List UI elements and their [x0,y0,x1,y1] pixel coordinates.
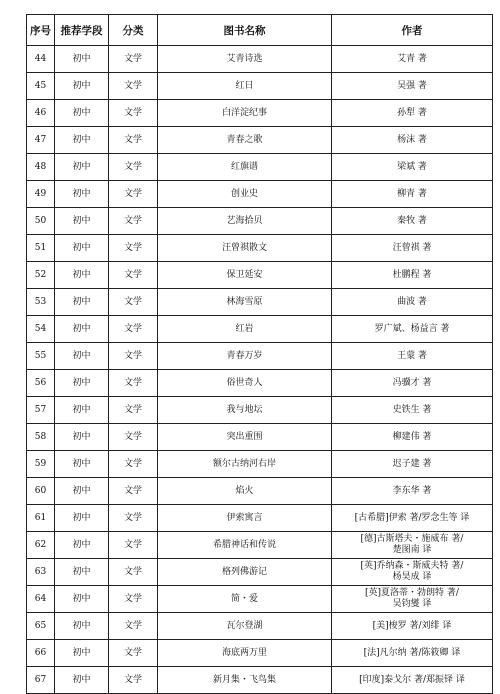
row-category: 文学 [109,667,158,694]
table-row [27,559,493,586]
row-category: 文学 [109,316,158,343]
row-stage: 初中 [55,613,109,640]
row-stage: 初中 [55,397,109,424]
row-title: 林海雪原 [158,289,332,316]
row-stage: 初中 [55,424,109,451]
row-title: 俗世奇人 [158,370,332,397]
table-row [27,370,493,397]
row-category: 文学 [109,532,158,559]
row-stage: 初中 [55,235,109,262]
row-stage: 初中 [55,208,109,235]
table-row [27,532,493,559]
author-line: 秦牧 著 [397,215,427,226]
row-author [332,397,493,424]
table-row [27,505,493,532]
author-line: 杨沫 著 [397,134,427,145]
author-line: 冯骥才 著 [392,377,432,388]
author-line: 柳青 著 [397,188,427,199]
author-line: [法]凡尔纳 著/陈筱卿 译 [363,647,461,658]
row-stage: 初中 [55,100,109,127]
row-title: 红旗谱 [158,154,332,181]
row-number: 44 [27,46,55,73]
row-number: 64 [27,586,55,613]
row-title: 创业史 [158,181,332,208]
row-number: 50 [27,208,55,235]
row-stage: 初中 [55,46,109,73]
row-title: 艾青诗选 [158,46,332,73]
author-line: [古希腊]伊索 著/罗念生等 译 [354,512,470,523]
row-number: 49 [27,181,55,208]
row-number: 66 [27,640,55,667]
row-number: 67 [27,667,55,694]
row-author [332,370,493,397]
row-title: 汪曾祺散文 [158,235,332,262]
author-line: 楚图南 译 [392,545,432,555]
author-line: 罗广斌、杨益言 著 [374,323,450,334]
header-stage: 推荐学段 [55,15,109,46]
table-row [27,397,493,424]
author-line: [印度]泰戈尔 著/郑振铎 译 [359,674,465,685]
row-author [332,478,493,505]
row-title: 白洋淀纪事 [158,100,332,127]
row-author [332,154,493,181]
row-author [332,262,493,289]
row-title: 伊索寓言 [158,505,332,532]
row-stage: 初中 [55,343,109,370]
row-stage: 初中 [55,262,109,289]
row-author [332,505,493,532]
table-row [27,208,493,235]
row-stage: 初中 [55,559,109,586]
table-row [27,640,493,667]
row-author [332,235,493,262]
row-title: 突出重围 [158,424,332,451]
header-row [27,15,493,46]
row-category: 文学 [109,154,158,181]
author-line: 杜鹏程 著 [392,269,432,280]
row-category: 文学 [109,505,158,532]
row-stage: 初中 [55,451,109,478]
author-line: 曲波 著 [397,296,427,307]
book-list-table [26,14,493,694]
row-category: 文学 [109,640,158,667]
row-stage: 初中 [55,532,109,559]
row-number: 63 [27,559,55,586]
author-line: 迟子建 著 [392,458,432,469]
row-number: 54 [27,316,55,343]
row-category: 文学 [109,127,158,154]
row-title: 希腊神话和传说 [158,532,332,559]
header-author: 作者 [332,15,493,46]
author-line: [英]乔纳森・斯威夫特 著/ [360,561,464,571]
row-category: 文学 [109,235,158,262]
author-line: 柳建伟 著 [392,431,432,442]
row-category: 文学 [109,424,158,451]
row-stage: 初中 [55,181,109,208]
table-body [27,46,493,694]
row-number: 60 [27,478,55,505]
row-number: 51 [27,235,55,262]
row-author [332,640,493,667]
row-category: 文学 [109,343,158,370]
table-row [27,181,493,208]
author-line: 史铁生 著 [392,404,432,415]
row-stage: 初中 [55,586,109,613]
row-category: 文学 [109,451,158,478]
row-stage: 初中 [55,154,109,181]
row-title: 焰火 [158,478,332,505]
row-number: 55 [27,343,55,370]
row-title: 红岩 [158,316,332,343]
table-row [27,73,493,100]
row-stage: 初中 [55,667,109,694]
row-category: 文学 [109,397,158,424]
row-title: 我与地坛 [158,397,332,424]
author-line: [德]古斯塔夫・施威布 著/ [360,534,464,544]
row-stage: 初中 [55,127,109,154]
row-stage: 初中 [55,478,109,505]
row-title: 简・爱 [158,586,332,613]
row-number: 61 [27,505,55,532]
table-row [27,613,493,640]
author-line: 李东华 著 [392,485,432,496]
row-title: 格列佛游记 [158,559,332,586]
row-number: 46 [27,100,55,127]
author-line: 艾青 著 [397,53,427,64]
row-title: 海底两万里 [158,640,332,667]
row-category: 文学 [109,100,158,127]
row-title: 保卫延安 [158,262,332,289]
row-author [332,451,493,478]
row-title: 新月集・飞鸟集 [158,667,332,694]
author-line: 梁斌 著 [397,161,427,172]
author-line: [英]夏洛蒂・勃朗特 著/ [365,588,459,598]
row-author [332,73,493,100]
table-row [27,289,493,316]
row-number: 53 [27,289,55,316]
row-category: 文学 [109,586,158,613]
row-author [332,532,493,559]
table-row [27,100,493,127]
row-author [332,46,493,73]
author-line: [美]梭罗 著/刘绯 译 [372,620,452,631]
row-title: 额尔古纳河右岸 [158,451,332,478]
table-row [27,343,493,370]
row-number: 52 [27,262,55,289]
author-line: 汪曾祺 著 [392,242,432,253]
row-number: 56 [27,370,55,397]
row-author [332,424,493,451]
row-number: 59 [27,451,55,478]
row-number: 62 [27,532,55,559]
table-row [27,154,493,181]
row-number: 58 [27,424,55,451]
row-category: 文学 [109,73,158,100]
row-title: 青春万岁 [158,343,332,370]
row-category: 文学 [109,478,158,505]
author-line: 杨昊成 译 [392,572,432,582]
row-number: 47 [27,127,55,154]
table-row [27,316,493,343]
table-row [27,586,493,613]
row-stage: 初中 [55,316,109,343]
row-category: 文学 [109,289,158,316]
table-row [27,451,493,478]
row-author [332,343,493,370]
row-number: 45 [27,73,55,100]
row-stage: 初中 [55,505,109,532]
row-title: 瓦尔登湖 [158,613,332,640]
table-row [27,478,493,505]
table-row [27,127,493,154]
table-row [27,667,493,694]
author-line: 王蒙 著 [397,350,427,361]
row-title: 青春之歌 [158,127,332,154]
row-author [332,208,493,235]
row-author [332,667,493,694]
row-author [332,127,493,154]
row-stage: 初中 [55,370,109,397]
row-number: 65 [27,613,55,640]
table-row [27,424,493,451]
row-author [332,613,493,640]
row-category: 文学 [109,262,158,289]
row-title: 艺海拾贝 [158,208,332,235]
row-category: 文学 [109,613,158,640]
table-row [27,46,493,73]
row-category: 文学 [109,370,158,397]
header-title: 图书名称 [158,15,332,46]
row-stage: 初中 [55,640,109,667]
header-number: 序号 [27,15,55,46]
author-line: 吴钧燮 译 [392,599,432,609]
author-line: 吴强 著 [397,80,427,91]
row-number: 48 [27,154,55,181]
row-category: 文学 [109,181,158,208]
row-author [332,316,493,343]
table-header [27,15,493,46]
row-author [332,289,493,316]
row-author [332,559,493,586]
header-category: 分类 [109,15,158,46]
table-row [27,235,493,262]
row-author [332,586,493,613]
row-stage: 初中 [55,73,109,100]
row-stage: 初中 [55,289,109,316]
row-category: 文学 [109,46,158,73]
row-title: 红日 [158,73,332,100]
row-author [332,100,493,127]
row-author [332,181,493,208]
author-line: 孙犁 著 [397,107,427,118]
row-number: 57 [27,397,55,424]
row-category: 文学 [109,559,158,586]
row-category: 文学 [109,208,158,235]
table-row [27,262,493,289]
